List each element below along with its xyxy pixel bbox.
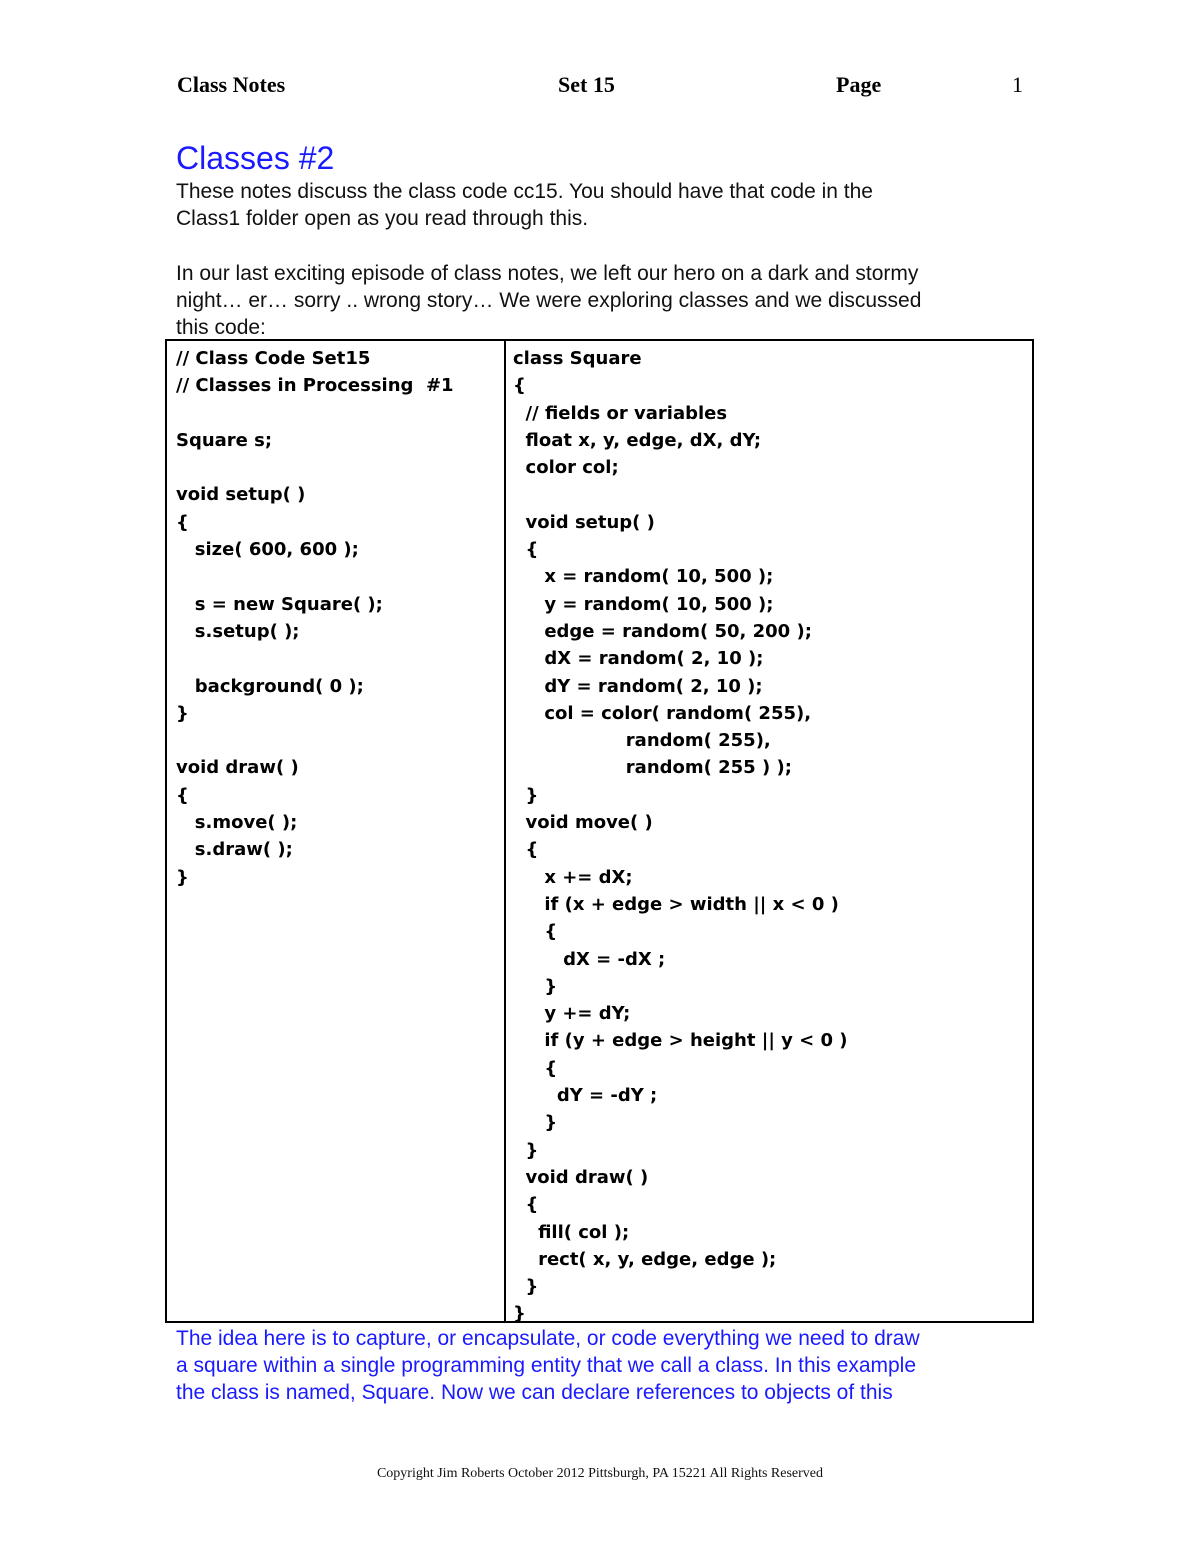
code-line: void move( ) bbox=[513, 812, 653, 834]
code-line: // Classes in Processing #1 bbox=[176, 375, 454, 397]
code-line bbox=[176, 454, 454, 481]
code-line: } bbox=[513, 975, 558, 997]
code-line: void draw( ) bbox=[176, 757, 299, 779]
code-table bbox=[165, 339, 1034, 1323]
code-line: x = random( 10, 500 ); bbox=[513, 566, 774, 588]
code-left-column bbox=[176, 345, 454, 891]
header-page-label: Page bbox=[836, 72, 882, 97]
copyright-footer: Copyright Jim Roberts October 2012 Pittsburgh, PA 15221 All Rights Reserved bbox=[376, 1466, 824, 1481]
intro-line: Class1 folder open as you read through this. bbox=[176, 207, 589, 230]
code-line: } bbox=[513, 784, 539, 806]
code-line bbox=[513, 481, 848, 508]
code-line: float x, y, edge, dX, dY; bbox=[513, 429, 762, 451]
code-line: random( 255), bbox=[513, 730, 771, 752]
code-line: } bbox=[513, 1139, 539, 1161]
code-line: { bbox=[513, 1057, 558, 1079]
code-right-column bbox=[513, 345, 848, 1328]
intro-line: These notes discuss the class code cc15. You should have that code in the bbox=[176, 180, 873, 203]
code-line: dX = -dX ; bbox=[513, 948, 666, 970]
code-line: y += dY; bbox=[513, 1003, 631, 1025]
code-line: } bbox=[513, 1276, 539, 1298]
code-line: color col; bbox=[513, 457, 619, 479]
code-line: dX = random( 2, 10 ); bbox=[513, 648, 764, 670]
code-line: { bbox=[513, 539, 539, 561]
code-line: { bbox=[176, 511, 189, 533]
story-paragraph bbox=[176, 260, 1036, 341]
code-line: edge = random( 50, 200 ); bbox=[513, 620, 812, 642]
code-line bbox=[176, 727, 454, 754]
code-line: s = new Square( ); bbox=[176, 593, 383, 615]
header-set: Set 15 bbox=[558, 72, 615, 97]
code-line: // Class Code Set15 bbox=[176, 348, 371, 369]
code-line: y = random( 10, 500 ); bbox=[513, 593, 774, 615]
code-line: random( 255 ) ); bbox=[513, 757, 792, 779]
code-line: { bbox=[513, 921, 558, 943]
story-line: In our last exciting episode of class notes, we left our hero on a dark and stormy bbox=[176, 262, 919, 285]
code-line: if (y + edge > height || y < 0 ) bbox=[513, 1030, 848, 1052]
code-line: { bbox=[513, 375, 526, 397]
code-line bbox=[176, 563, 454, 590]
code-line: } bbox=[176, 702, 189, 724]
code-line: fill( col ); bbox=[513, 1221, 630, 1243]
closing-line: a square within a single programming entity that we call a class. In this example bbox=[176, 1354, 917, 1377]
code-line: dY = -dY ; bbox=[513, 1085, 658, 1107]
document-title: Classes #2 bbox=[176, 140, 335, 176]
code-line bbox=[176, 400, 454, 427]
code-line: s.move( ); bbox=[176, 812, 298, 834]
code-line: if (x + edge > width || x < 0 ) bbox=[513, 893, 839, 915]
code-line: { bbox=[513, 839, 539, 861]
code-line: class Square bbox=[513, 348, 642, 369]
header-title: Class Notes bbox=[177, 72, 286, 97]
code-line: { bbox=[176, 784, 189, 806]
header-page-number: 1 bbox=[1012, 72, 1023, 97]
code-line: col = color( random( 255), bbox=[513, 702, 812, 724]
code-line: // fields or variables bbox=[513, 402, 728, 424]
code-line: } bbox=[176, 866, 189, 888]
code-line: void setup( ) bbox=[176, 484, 306, 506]
code-line: void setup( ) bbox=[513, 511, 655, 533]
code-line: x += dX; bbox=[513, 866, 633, 888]
closing-paragraph bbox=[176, 1325, 1036, 1406]
code-line: size( 600, 600 ); bbox=[176, 539, 359, 561]
code-line: s.setup( ); bbox=[176, 620, 300, 642]
code-line: rect( x, y, edge, edge ); bbox=[513, 1248, 777, 1270]
code-line: void draw( ) bbox=[513, 1166, 649, 1188]
code-line: dY = random( 2, 10 ); bbox=[513, 675, 763, 697]
story-line: night… er… sorry .. wrong story… We were exploring classes and we discussed bbox=[176, 289, 922, 312]
code-line: s.draw( ); bbox=[176, 839, 293, 861]
code-column-divider bbox=[504, 341, 506, 1321]
code-line bbox=[176, 645, 454, 672]
closing-line: the class is named, Square. Now we can declare references to objects of this bbox=[176, 1381, 893, 1404]
code-line: Square s; bbox=[176, 429, 273, 451]
code-line: } bbox=[513, 1112, 558, 1134]
code-line: } bbox=[513, 1303, 526, 1325]
code-line: { bbox=[513, 1194, 539, 1216]
story-line: this code: bbox=[176, 316, 266, 339]
code-line: background( 0 ); bbox=[176, 675, 364, 697]
intro-paragraph bbox=[176, 178, 1036, 232]
closing-line: The idea here is to capture, or encapsulate, or code everything we need to draw bbox=[176, 1327, 920, 1350]
